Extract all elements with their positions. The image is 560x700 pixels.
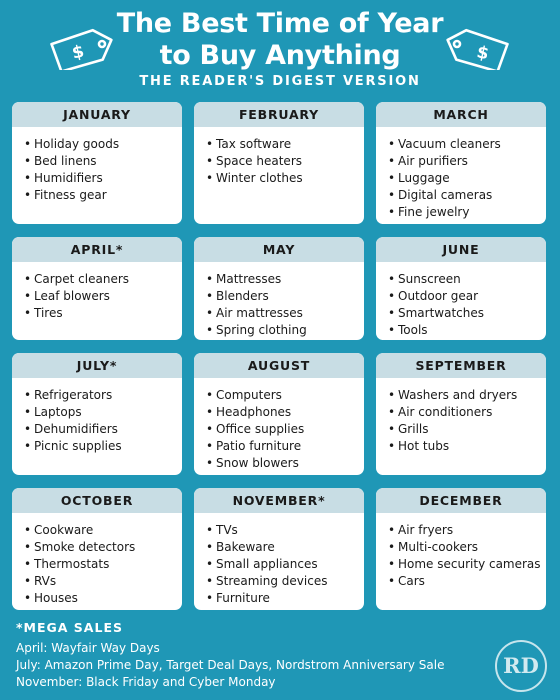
mega-sales-title: *MEGA SALES: [16, 620, 123, 635]
list-item: • Computers: [206, 387, 364, 404]
month-heading: MAY: [194, 237, 364, 262]
month-card-october: [12, 488, 182, 610]
month-card-february: [194, 102, 364, 224]
list-item: • Patio furniture: [206, 438, 364, 455]
month-card-june: [376, 237, 546, 340]
list-item: • Spring clothing: [206, 322, 364, 339]
item-list: [194, 127, 364, 187]
list-item: • Office supplies: [206, 421, 364, 438]
item-list: [376, 262, 546, 339]
rd-logo: RD: [495, 640, 547, 692]
svg-text:$: $: [70, 41, 86, 64]
list-item: • Small appliances: [206, 556, 364, 573]
list-item: • Laptops: [24, 404, 182, 421]
month-heading: JANUARY: [12, 102, 182, 127]
list-item: • Dehumidifiers: [24, 421, 182, 438]
list-item: • Washers and dryers: [388, 387, 546, 404]
list-item: • Houses: [24, 590, 182, 607]
header: [0, 0, 560, 100]
item-list: [376, 127, 546, 221]
list-item: • Bakeware: [206, 539, 364, 556]
list-item: • RVs: [24, 573, 182, 590]
month-heading: MARCH: [376, 102, 546, 127]
title-line-2: to Buy Anything: [159, 40, 401, 71]
month-heading: JULY*: [12, 353, 182, 378]
list-item: • Carpet cleaners: [24, 271, 182, 288]
list-item: • Multi-cookers: [388, 539, 546, 556]
month-heading: OCTOBER: [12, 488, 182, 513]
month-heading: DECEMBER: [376, 488, 546, 513]
svg-text:$: $: [474, 42, 491, 65]
list-item: • Vacuum cleaners: [388, 136, 546, 153]
list-item: • Air conditioners: [388, 404, 546, 421]
item-list: [12, 513, 182, 607]
title-line-1: The Best Time of Year: [116, 8, 444, 39]
list-item: • Mattresses: [206, 271, 364, 288]
item-list: [12, 378, 182, 455]
mega-sales-notes: [16, 620, 444, 691]
page-title: [0, 8, 560, 72]
list-item: • Streaming devices: [206, 573, 364, 590]
list-item: • Bed linens: [24, 153, 182, 170]
list-item: • Home security cameras: [388, 556, 546, 573]
list-item: • Tax software: [206, 136, 364, 153]
month-card-july: [12, 353, 182, 475]
list-item: • Luggage: [388, 170, 546, 187]
mega-sale-note: July: Amazon Prime Day, Target Deal Days, Nordstrom Anniversary Sale: [16, 658, 445, 672]
month-card-december: [376, 488, 546, 610]
item-list: [194, 513, 364, 607]
item-list: [194, 378, 364, 472]
list-item: • Cookware: [24, 522, 182, 539]
list-item: • Grills: [388, 421, 546, 438]
list-item: • Air fryers: [388, 522, 546, 539]
month-heading: AUGUST: [194, 353, 364, 378]
list-item: • Furniture: [206, 590, 364, 607]
list-item: • Air mattresses: [206, 305, 364, 322]
month-card-january: [12, 102, 182, 224]
list-item: • Headphones: [206, 404, 364, 421]
list-item: • Fitness gear: [24, 187, 182, 204]
list-item: • TVs: [206, 522, 364, 539]
list-item: • Smartwatches: [388, 305, 546, 322]
month-heading: APRIL*: [12, 237, 182, 262]
list-item: • Outdoor gear: [388, 288, 546, 305]
list-item: • Picnic supplies: [24, 438, 182, 455]
list-item: • Cars: [388, 573, 546, 590]
month-card-september: [376, 353, 546, 475]
list-item: • Thermostats: [24, 556, 182, 573]
list-item: • Winter clothes: [206, 170, 364, 187]
list-item: • Snow blowers: [206, 455, 364, 472]
month-card-march: [376, 102, 546, 224]
mega-sale-note: November: Black Friday and Cyber Monday: [16, 675, 276, 689]
month-card-may: [194, 237, 364, 340]
list-item: • Holiday goods: [24, 136, 182, 153]
list-item: • Humidifiers: [24, 170, 182, 187]
month-heading: SEPTEMBER: [376, 353, 546, 378]
list-item: • Leaf blowers: [24, 288, 182, 305]
mega-sale-note: April: Wayfair Way Days: [16, 641, 160, 655]
item-list: [12, 127, 182, 204]
page-subtitle: THE READER'S DIGEST VERSION: [139, 74, 421, 89]
list-item: • Air purifiers: [388, 153, 546, 170]
month-heading: NOVEMBER*: [194, 488, 364, 513]
month-heading: FEBRUARY: [194, 102, 364, 127]
item-list: [376, 513, 546, 590]
list-item: • Tools: [388, 322, 546, 339]
month-card-april: [12, 237, 182, 340]
list-item: • Fine jewelry: [388, 204, 546, 221]
month-card-november: [194, 488, 364, 610]
list-item: • Sunscreen: [388, 271, 546, 288]
month-heading: JUNE: [376, 237, 546, 262]
list-item: • Tires: [24, 305, 182, 322]
month-card-august: [194, 353, 364, 475]
list-item: • Blenders: [206, 288, 364, 305]
item-list: [12, 262, 182, 322]
item-list: [376, 378, 546, 455]
list-item: • Smoke detectors: [24, 539, 182, 556]
item-list: [194, 262, 364, 339]
list-item: • Digital cameras: [388, 187, 546, 204]
list-item: • Hot tubs: [388, 438, 546, 455]
list-item: • Refrigerators: [24, 387, 182, 404]
list-item: • Space heaters: [206, 153, 364, 170]
